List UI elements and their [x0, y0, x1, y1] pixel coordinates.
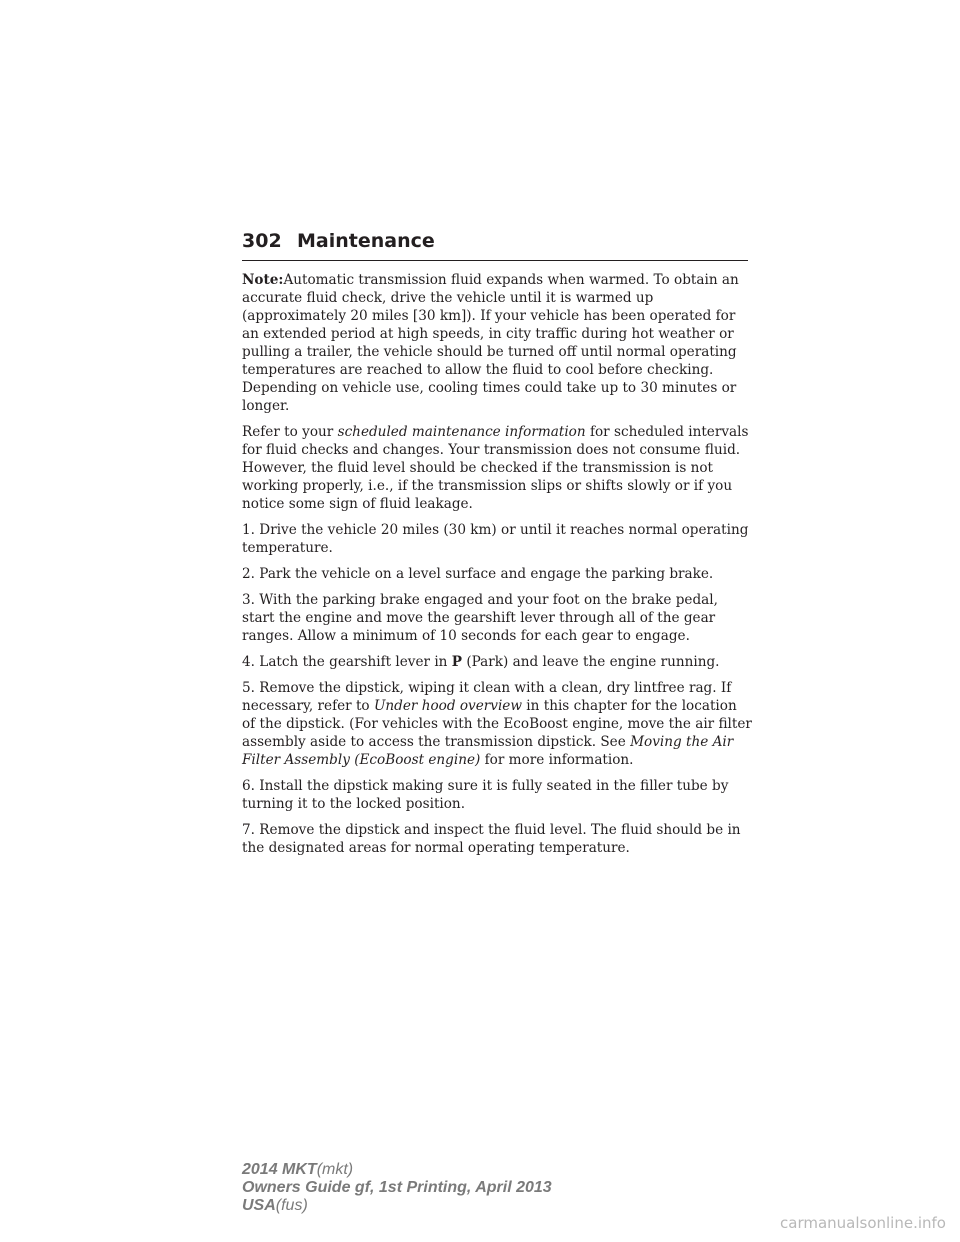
air-filter-reference: Moving the Air Filter Assembly (EcoBoost engine) — [242, 734, 734, 768]
note-label: Note: — [242, 272, 284, 288]
page-header — [242, 230, 748, 261]
footer-line-1 — [242, 1161, 552, 1179]
refer-text-post: for scheduled intervals for fluid checks and changes. Your transmission does not consume fluid. However, the fluid level should be checked if the transmission is not working properly, i.e., if the transmission slips or shifts slowly or if you notice some sign of fluid leakage. — [242, 424, 749, 512]
section-title: Maintenance — [297, 230, 435, 252]
step-4-pre: 4. Latch the gearshift lever in — [242, 654, 452, 670]
footer-market-code: (fus) — [275, 1197, 308, 1214]
refer-paragraph — [242, 423, 752, 513]
step-7: 7. Remove the dipstick and inspect the fluid level. The fluid should be in the designated areas for normal operating temperature. — [242, 822, 741, 856]
step-5-mid: in this chapter for the location of the dipstick. (For vehicles with the EcoBoost engine, move the air filter assembly aside to access the transmission dipstick. See — [242, 698, 752, 750]
watermark: carmanualsonline.info — [780, 1214, 946, 1232]
step-3: 3. With the parking brake engaged and your foot on the brake pedal, start the engine and move the gearshift lever through all of the gear ranges. Allow a minimum of 10 seconds for each gear to engage. — [242, 592, 718, 644]
page-number: 302 — [242, 230, 282, 252]
step-5 — [242, 679, 752, 769]
step-2: 2. Park the vehicle on a level surface and engage the parking brake. — [242, 566, 714, 582]
footer-line-2: Owners Guide gf, 1st Printing, April 2013 — [242, 1179, 552, 1196]
step-5-pre: 5. Remove the dipstick, wiping it clean with a clean, dry lintfree rag. If necessary, refer to — [242, 680, 732, 714]
footer-line-3 — [242, 1197, 552, 1215]
print-footer — [242, 1161, 552, 1215]
maintenance-info-reference: scheduled maintenance information — [337, 424, 586, 440]
footer-model-code: (mkt) — [316, 1161, 354, 1178]
step-1: 1. Drive the vehicle 20 miles (30 km) or until it reaches normal operating temperature. — [242, 522, 749, 556]
under-hood-overview-reference: Under hood overview — [373, 698, 522, 714]
step-4-post: (Park) and leave the engine running. — [462, 654, 720, 670]
step-4 — [242, 653, 752, 671]
step-5-post: for more information. — [480, 752, 634, 768]
page-body — [242, 271, 752, 865]
refer-text-pre: Refer to your — [242, 424, 338, 440]
footer-market: USA — [242, 1197, 276, 1214]
park-symbol: P — [451, 654, 462, 670]
note-text: Automatic transmission fluid expands when warmed. To obtain an accurate fluid check, drive the vehicle until it is warmed up (approximately 20 miles [30 km]). If your vehicle has been operated for an extended period at high speeds, in city traffic during hot weather or pulling a trailer, the vehicle should be turned off until normal operating temperatures are reached to allow the fluid to cool before checking. Depending on vehicle use, cooling times could take up to 30 minutes or longer. — [242, 272, 739, 414]
note-paragraph — [242, 271, 752, 415]
footer-model: 2014 MKT — [242, 1161, 317, 1178]
step-6: 6. Install the dipstick making sure it is fully seated in the filler tube by turning it to the locked position. — [242, 778, 729, 812]
